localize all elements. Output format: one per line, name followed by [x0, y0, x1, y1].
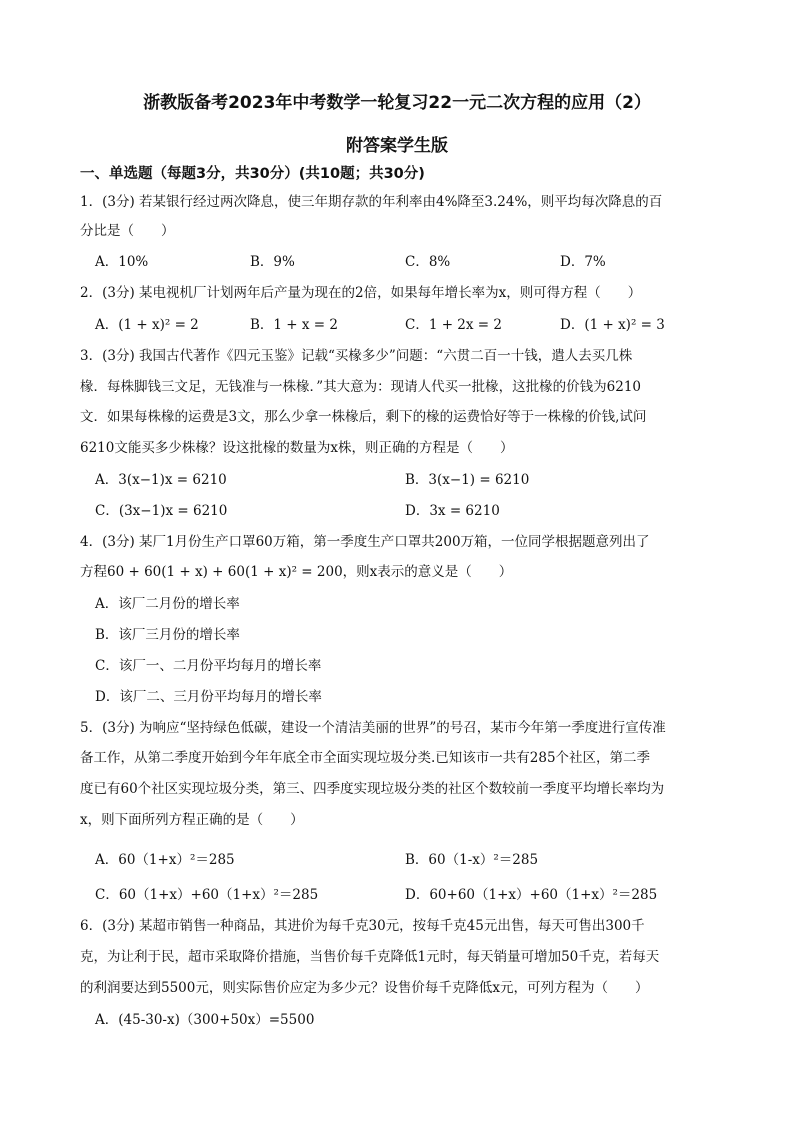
question-6-line-3: 的利润要达到5500元，则实际售价应定为多少元？设售价每千克降低x元，可列方程为（ ） [80, 980, 649, 996]
question-5-line-2: 备工作，从第二季度开始到今年年底全市全面实现垃圾分类.已知该市一共有285个社区，第二季 [80, 750, 651, 766]
question-3-option-d: D．3x = 6210 [405, 503, 500, 519]
document-subtitle: 附答案学生版 [346, 136, 448, 156]
question-1-line-1: 1．(3分) 若某银行经过两次降息，使三年期存款的年利率由4%降至3.24%，则平均每次降息的百 [80, 194, 663, 210]
question-3-option-b: B．3(x−1) = 6210 [405, 472, 530, 488]
question-3-option-a: A．3(x−1)x = 6210 [95, 472, 227, 488]
question-5-line-1: 5．(3分) 为响应“坚持绿色低碳，建设一个清洁美丽的世界”的号召，某市今年第一季度进行宣传准 [80, 720, 666, 736]
question-5-option-d: D．60+60（1+x）+60（1+x）²＝285 [405, 887, 658, 903]
question-6-line-1: 6．(3分) 某超市销售一种商品，其进价为每千克30元，按每千克45元出售，每天可售出300千 [80, 918, 645, 934]
question-4-line-1: 4．(3分) 某厂1月份生产口罩60万箱，第一季度生产口罩共200万箱，一位同学根据题意列出了 [80, 534, 650, 550]
question-6-line-2: 克，为让利于民，超市采取降价措施，当售价每千克降低1元时，每天销量可增加50千克，若每天 [80, 949, 660, 965]
question-4-option-b: B．该厂三月份的增长率 [95, 627, 240, 643]
question-2-option-b: B．1 + x = 2 [250, 317, 339, 333]
question-4-option-a: A．该厂二月份的增长率 [95, 596, 240, 612]
question-2-option-a: A．(1 + x)² = 2 [95, 317, 199, 333]
question-5-line-3: 度已有60个社区实现垃圾分类，第三、四季度实现垃圾分类的社区个数较前一季度平均增长率均为 [80, 781, 665, 797]
document-title: 浙教版备考2023年中考数学一轮复习22一元二次方程的应用（2） [143, 93, 651, 113]
question-6-option-a: A．(45-30-x)（300+50x）=5500 [95, 1012, 315, 1028]
question-2-option-d: D．(1 + x)² = 3 [560, 317, 665, 333]
question-1-option-b: B．9% [250, 254, 295, 270]
question-1-option-c: C．8% [405, 254, 451, 270]
question-1-line-2: 分比是（ ） [80, 223, 175, 239]
question-3-line-2: 椽．每株脚钱三文足，无钱准与一株椽．”其大意为：现请人代买一批椽，这批椽的价钱为6210 [80, 379, 642, 395]
question-4-line-2: 方程60 + 60(1 + x) + 60(1 + x)² = 200，则x表示的意义是（ ） [80, 564, 513, 580]
question-3-line-3: 文．如果每株椽的运费是3文，那么少拿一株椽后，剩下的椽的运费恰好等于一株椽的价钱,试问 [80, 409, 647, 425]
question-5-option-a: A．60（1+x）²＝285 [95, 852, 235, 868]
question-2-line-1: 2．(3分) 某电视机厂计划两年后产量为现在的2倍，如果每年增长率为x，则可得方程（ ） [80, 285, 642, 301]
question-4-option-c: C．该厂一、二月份平均每月的增长率 [95, 658, 322, 674]
question-5-line-4: x，则下面所列方程正确的是（ ） [80, 812, 304, 828]
question-3-line-4: 6210文能买多少株椽？设这批椽的数量为x株，则正确的方程是（ ） [80, 440, 514, 456]
question-2-option-c: C．1 + 2x = 2 [405, 317, 502, 333]
question-4-option-d: D．该厂二、三月份平均每月的增长率 [95, 689, 322, 705]
section-heading: 一、单选题（每题3分，共30分）(共10题；共30分) [80, 166, 425, 182]
question-3-option-c: C．(3x−1)x = 6210 [95, 503, 228, 519]
question-5-option-b: B．60（1-x）²＝285 [405, 852, 539, 868]
question-1-option-a: A．10% [95, 254, 149, 270]
question-5-option-c: C．60（1+x）+60（1+x）²＝285 [95, 887, 319, 903]
question-1-option-d: D．7% [560, 254, 606, 270]
question-3-line-1: 3．(3分) 我国古代著作《四元玉鉴》记载“买椽多少”问题：“六贯二百一十钱，遣人去买几株 [80, 348, 633, 364]
